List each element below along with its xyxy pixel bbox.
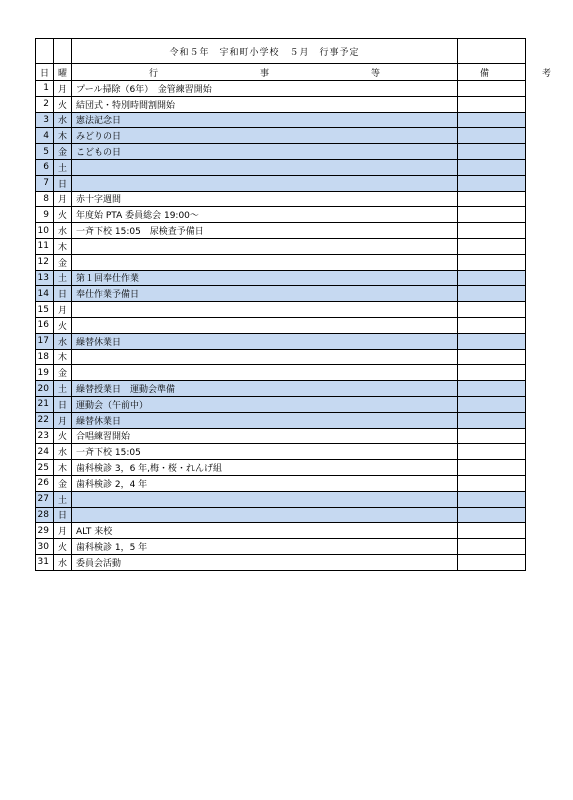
table-row: [36, 270, 526, 286]
notes-cell: [458, 444, 526, 460]
day-cell: 22: [36, 412, 54, 428]
table-row: [36, 381, 526, 397]
notes-cell: [458, 286, 526, 302]
day-cell: 11: [36, 238, 54, 254]
day-cell: 10: [36, 223, 54, 239]
table-row: [36, 223, 526, 239]
event-cell: 歯科検診 1，5 年: [72, 539, 458, 555]
notes-cell: [458, 238, 526, 254]
day-cell: 1: [36, 81, 54, 97]
event-cell: [72, 302, 458, 318]
day-cell: 30: [36, 539, 54, 555]
table-row: [36, 286, 526, 302]
weekday-cell: 水: [54, 333, 72, 349]
title-blank-cell: [36, 39, 54, 64]
event-cell: 年度始 PTA 委員総会 19:00～: [72, 207, 458, 223]
day-cell: 8: [36, 191, 54, 207]
weekday-cell: 土: [54, 491, 72, 507]
notes-cell: [458, 191, 526, 207]
day-cell: 7: [36, 175, 54, 191]
event-cell: 合唱練習開始: [72, 428, 458, 444]
day-cell: 26: [36, 475, 54, 491]
weekday-cell: 火: [54, 207, 72, 223]
table-row: [36, 491, 526, 507]
event-cell: 結団式・特別時間割開始: [72, 96, 458, 112]
table-row: [36, 428, 526, 444]
notes-cell: [458, 539, 526, 555]
event-cell: [72, 159, 458, 175]
table-row: [36, 302, 526, 318]
weekday-cell: 木: [54, 128, 72, 144]
notes-cell: [458, 523, 526, 539]
weekday-cell: 水: [54, 554, 72, 570]
event-cell: 委員会活動: [72, 554, 458, 570]
weekday-cell: 金: [54, 144, 72, 160]
weekday-cell: 日: [54, 396, 72, 412]
event-cell: プール掃除（6年） 金管練習開始: [72, 81, 458, 97]
day-cell: 18: [36, 349, 54, 365]
weekday-cell: 火: [54, 317, 72, 333]
notes-cell: [458, 412, 526, 428]
title-blank-cell: [458, 39, 526, 64]
weekday-cell: 水: [54, 444, 72, 460]
table-row: [36, 175, 526, 191]
notes-cell: [458, 270, 526, 286]
notes-cell: [458, 302, 526, 318]
title-row: [36, 39, 526, 64]
day-cell: 5: [36, 144, 54, 160]
weekday-cell: 金: [54, 365, 72, 381]
event-cell: 繰替休業日: [72, 333, 458, 349]
weekday-cell: 木: [54, 238, 72, 254]
header-day: 日: [36, 64, 54, 81]
event-cell: [72, 254, 458, 270]
event-cell: [72, 349, 458, 365]
event-cell: 歯科検診 2，4 年: [72, 475, 458, 491]
weekday-cell: 水: [54, 223, 72, 239]
table-row: [36, 112, 526, 128]
day-cell: 9: [36, 207, 54, 223]
notes-cell: [458, 159, 526, 175]
notes-cell: [458, 554, 526, 570]
notes-cell: [458, 144, 526, 160]
table-row: [36, 475, 526, 491]
weekday-cell: 火: [54, 428, 72, 444]
day-cell: 27: [36, 491, 54, 507]
notes-cell: [458, 507, 526, 523]
weekday-cell: 月: [54, 412, 72, 428]
title-blank-cell: [54, 39, 72, 64]
weekday-cell: 日: [54, 507, 72, 523]
table-row: [36, 144, 526, 160]
event-cell: [72, 365, 458, 381]
notes-cell: [458, 317, 526, 333]
day-cell: 23: [36, 428, 54, 444]
table-row: [36, 349, 526, 365]
day-cell: 29: [36, 523, 54, 539]
day-cell: 14: [36, 286, 54, 302]
table-row: [36, 365, 526, 381]
table-row: [36, 396, 526, 412]
notes-cell: [458, 365, 526, 381]
notes-cell: [458, 475, 526, 491]
header-notes: 備 考: [458, 64, 526, 81]
table-row: [36, 523, 526, 539]
notes-cell: [458, 223, 526, 239]
notes-cell: [458, 349, 526, 365]
notes-cell: [458, 81, 526, 97]
day-cell: 13: [36, 270, 54, 286]
schedule-table: [35, 38, 573, 571]
event-cell: こどもの日: [72, 144, 458, 160]
weekday-cell: 金: [54, 475, 72, 491]
event-cell: [72, 317, 458, 333]
notes-cell: [458, 381, 526, 397]
table-row: [36, 444, 526, 460]
notes-cell: [458, 96, 526, 112]
day-cell: 19: [36, 365, 54, 381]
header-events: 行 事 等: [72, 64, 458, 81]
table-row: [36, 254, 526, 270]
day-cell: 15: [36, 302, 54, 318]
notes-cell: [458, 175, 526, 191]
day-cell: 12: [36, 254, 54, 270]
weekday-cell: 木: [54, 460, 72, 476]
table-row: [36, 96, 526, 112]
weekday-cell: 火: [54, 539, 72, 555]
weekday-cell: 月: [54, 191, 72, 207]
event-cell: 奉仕作業予備日: [72, 286, 458, 302]
event-cell: 赤十字週間: [72, 191, 458, 207]
weekday-cell: 金: [54, 254, 72, 270]
table-row: [36, 159, 526, 175]
header-row: [36, 64, 526, 81]
notes-cell: [458, 333, 526, 349]
weekday-cell: 土: [54, 270, 72, 286]
weekday-cell: 水: [54, 112, 72, 128]
day-cell: 25: [36, 460, 54, 476]
table-row: [36, 207, 526, 223]
schedule-body: [36, 39, 573, 571]
event-cell: [72, 175, 458, 191]
notes-cell: [458, 254, 526, 270]
table-row: [36, 333, 526, 349]
weekday-cell: 月: [54, 523, 72, 539]
event-cell: みどりの日: [72, 128, 458, 144]
weekday-cell: 月: [54, 81, 72, 97]
event-cell: 繰替授業日 運動会準備: [72, 381, 458, 397]
page-title: 令和５年 宇和町小学校 ５月 行事予定: [72, 39, 458, 64]
weekday-cell: 日: [54, 286, 72, 302]
notes-cell: [458, 128, 526, 144]
table-row: [36, 539, 526, 555]
day-cell: 4: [36, 128, 54, 144]
day-cell: 6: [36, 159, 54, 175]
event-cell: 運動会（午前中）: [72, 396, 458, 412]
day-cell: 16: [36, 317, 54, 333]
day-cell: 21: [36, 396, 54, 412]
day-cell: 31: [36, 554, 54, 570]
day-cell: 3: [36, 112, 54, 128]
table-row: [36, 81, 526, 97]
notes-cell: [458, 491, 526, 507]
day-cell: 17: [36, 333, 54, 349]
event-cell: [72, 238, 458, 254]
notes-cell: [458, 207, 526, 223]
day-cell: 24: [36, 444, 54, 460]
table-row: [36, 554, 526, 570]
weekday-cell: 月: [54, 302, 72, 318]
table-row: [36, 191, 526, 207]
notes-cell: [458, 460, 526, 476]
notes-cell: [458, 396, 526, 412]
table-row: [36, 238, 526, 254]
event-cell: 一斉下校 15:05: [72, 444, 458, 460]
table-row: [36, 412, 526, 428]
weekday-cell: 日: [54, 175, 72, 191]
day-cell: 20: [36, 381, 54, 397]
event-cell: 憲法記念日: [72, 112, 458, 128]
weekday-cell: 火: [54, 96, 72, 112]
table-row: [36, 460, 526, 476]
table-row: [36, 507, 526, 523]
weekday-cell: 土: [54, 381, 72, 397]
event-cell: 第１回奉仕作業: [72, 270, 458, 286]
event-cell: 繰替休業日: [72, 412, 458, 428]
event-cell: 一斉下校 15:05 尿検査予備日: [72, 223, 458, 239]
notes-cell: [458, 428, 526, 444]
day-cell: 2: [36, 96, 54, 112]
day-cell: 28: [36, 507, 54, 523]
event-cell: [72, 491, 458, 507]
table-row: [36, 128, 526, 144]
event-cell: ALT 来校: [72, 523, 458, 539]
header-weekday: 曜: [54, 64, 72, 81]
weekday-cell: 木: [54, 349, 72, 365]
notes-cell: [458, 112, 526, 128]
event-cell: 歯科検診 3，6 年,梅・桜・れんげ組: [72, 460, 458, 476]
event-cell: [72, 507, 458, 523]
weekday-cell: 土: [54, 159, 72, 175]
table-row: [36, 317, 526, 333]
